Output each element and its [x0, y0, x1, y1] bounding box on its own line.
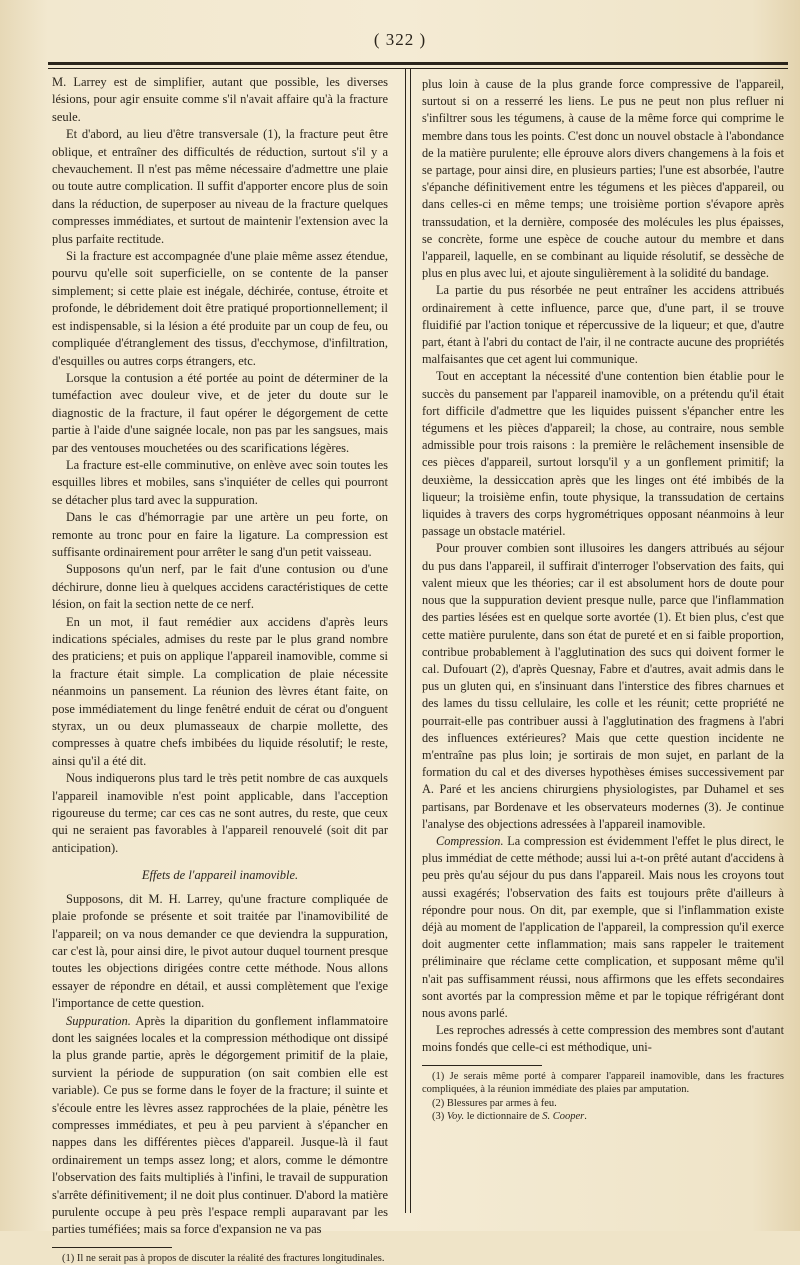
paragraph-body: Après la diparition du gonflement inflammatoire dont les saignées locales et la compression méthodique ont dissipé la plus grande partie, après le dégorgement primitif de la plaie, survient la période de suppuration (on sait combien elle est variable). Ce pus se forme dans le foyer de la fracture; il suinte et s'écoule entre les lèvres assez rapprochées de la plaie, pénètre les compresses immédiates, et peu à peu parvient à s'épancher en nappes dans les différentes pièces d'appareil. Jusque-là il faut ordinairement un temps assez long; et alors, comme le démontre l'observation des faits multipliés à l'infini, le travail de suppuration s'arrête définitivement; il ne doit plus continuer. D'abord la matière purulente occupe à peu près l'espace rempli auparavant par les parties tuméfiées; mais sa force d'expansion ne va pas: [52, 1013, 388, 1237]
column-divider: [405, 68, 411, 1213]
section-heading: Effets de l'appareil inamovible.: [141, 868, 299, 883]
paragraph: Si la fracture est accompagnée d'une plaie même assez étendue, pourvu qu'elle soit superficielle, on se contente de la panser simplement; si cette plaie est inégale, déchirée, contuse, étroite et profonde, le débridement doit être pratiqué proportionnellement; il est indispensable, si la lésion a été produite par un coup de feu, ou compliquée d'étranglement des tissus, d'ecchymose, d'infiltration, d'esquilles ou autres corps étrangers, etc.: [52, 249, 388, 368]
paragraph: Tout en acceptant la nécessité d'une contention bien établie pour le succès du pansement par l'appareil inamovible, on a prétendu qu'il était fort difficile d'admettre que les liquides puissent s'épancher entre les tégumens et les pièces d'appareil; la chose, au contraire, nous semble admissible pour trois raisons : la première le relâchement insensible de ces pièces d'appareil, surtout lorsqu'il y a un gonflement primitif; la deuxième, la dessiccation après que les linges ont été imbibés de la liqueur; la troisième enfin, toute physique, la transsudation de certains liquides à travers des corps hygrométriques opposant néanmoins à leur passage un obstacle matériel.: [422, 369, 784, 539]
footnote-end: .: [584, 1111, 587, 1123]
paragraph-lead: Compression.: [436, 833, 504, 848]
right-column: [422, 76, 784, 1124]
footnote: (1) Je serais même porté à comparer l'appareil inamovible, dans les fractures compliquées, à la réunion immédiate des plaies par amputation.: [422, 1070, 784, 1096]
footnote-text: le dictionnaire de: [464, 1111, 543, 1123]
paragraph: La partie du pus résorbée ne peut entraîner les accidens attribués ordinairement à cette influence, parce que, d'une part, il se trouve fluidifié par l'action tonique et répercussive de la liqueur; et que, d'autre part, étant à l'abri du contact de l'air, il ne contracte aucune des propriétés malfaisantes que cet agent lui communique.: [422, 283, 784, 367]
paragraph: Supposons qu'un nerf, par le fait d'une contusion ou d'une déchirure, donne lieu à quelques accidens caractéristiques de cette lésion, on fait la section nette de ce nerf.: [52, 562, 388, 612]
footnote: (2) Blessures par armes à feu.: [432, 1097, 557, 1109]
paragraph: Pour prouver combien sont illusoires les dangers attribués au séjour du pus dans l'appareil, il suffirait d'interroger l'observation des faits, qui valent mieux que les théories; car il est absolument hors de doute pour nous que la suppuration devient presque nulle, parce que l'inflammation des parties lésées est en quelque sorte avortée (1). Et bien plus, c'est que cette matière purulente, dans son état de pureté et en si faible proportion, contribue probablement à l'agglutination des sucs qui doivent former le cal. Dufouart (2), d'après Quesnay, Fabre et d'autres, avait admis dans le pus un gluten qui, en s'insinuant dans l'interstice des fibres charnues et des lames du tissu cellulaire, les colle et les réunit; cette propriété ne pourrait-elle pas contribuer aussi à l'agglutination des fragmens à l'abri des influences extérieures? Mais que cette question incidente ne m'entraîne pas plus loin; je sortirais de mon sujet, en parlant de la formation du cal et des diverses hypothèses émises successivement par A. Paré et les anciens chirurgiens physiologistes, par Duhamel et ses partisans, par Bordenave et les observateurs modernes (3). Je continue l'analyse des objections adressées à l'appareil inamovible.: [422, 541, 784, 831]
paragraph: [422, 833, 784, 1022]
paragraph: Nous indiquerons plus tard le très petit nombre de cas auxquels l'appareil inamovible n'est point applicable, dans l'acception rigoureuse du terme; car ces cas ne sont autres, du reste, que ceux qui ne seraient pas favorables à l'appareil renouvelé (soit dit par anticipation).: [52, 771, 388, 855]
paragraph: La fracture est-elle comminutive, on enlève avec soin toutes les esquilles libres et mobiles, sans s'inquiéter de celles qui pourront se détacher plus tard avec la suppuration.: [52, 457, 388, 507]
paragraph: Dans le cas d'hémorragie par une artère un peu forte, on remonte au tronc pour en faire la ligature. La compression est suffisante ordinairement pour arrêter le sang d'un petit vaisseau.: [52, 510, 388, 559]
footnote-rule: [52, 1247, 172, 1248]
paragraph: M. Larrey est de simplifier, autant que possible, les diverses lésions, pour agir ensuite comme s'il n'avait affaire qu'à la fracture seule.: [52, 75, 388, 124]
paragraph: Les reproches adressés à cette compression des membres sont d'autant moins fondés que celle-ci est méthodique, uni-: [422, 1023, 784, 1055]
paragraph: [52, 1013, 388, 1239]
footnote: [422, 1110, 784, 1124]
footnote-author: S. Cooper: [542, 1111, 585, 1123]
paragraph: En un mot, il faut remédier aux accidens d'après leurs indications spéciales, admises du reste par le plus grand nombre des praticiens; et puis on applique l'appareil inamovible, comme si la fracture était simple. La complication de plaie nécessite néanmoins un pansement. La réunion des lèvres étant faite, on pose immédiatement du linge fenêtré enduit de cérat ou d'onguent styrax, un ou deux plumasseaux de charpie mollette, des compresses à quatre chefs imbibées du liquide résolutif; le reste, ainsi qu'il a été dit.: [52, 614, 388, 768]
paragraph: plus loin à cause de la plus grande force compressive de l'appareil, surtout si on a resserré les liens. Le pus ne peut non plus refluer ni s'infiltrer sous les tégumens, à cause de la même force qui comprime le membre dans tous les points. C'est donc un nouvel obstacle à l'abondance de la matière purulente; elle éprouve alors divers changemens à la fois et se partage, pour ainsi dire, en plusieurs parties; l'une est absorbée, l'autre s'épanche définitivement entre les tégumens et les pièces d'appareil, ou dans celles-ci en même temps; une troisième portion s'évapore après transsudation, et la dernière, composée des molécules les plus épaisses, se concrète, forme une espèce de couche autour du membre et dans l'appareil, laquelle, en se combinant au liquide résolutif, se dessèche de plus en plus avec lui, et ajoute singulièrement à la solidité du bandage.: [422, 77, 784, 281]
page-number: ( 322 ): [373, 30, 427, 49]
paragraph: Supposons, dit M. H. Larrey, qu'une fracture compliquée de plaie profonde se présente et soit traitée par l'inamovibilité de l'appareil; on va nous demander ce que deviendra la suppuration, car c'est là, pour ainsi dire, le pivot autour duquel tournent presque toutes les objections dirigées contre cette méthode. Nous allons essayer de répondre en détail, et aussi complètement que l'exige l'importance de cette question.: [52, 891, 388, 1011]
paragraph: Lorsque la contusion a été portée au point de déterminer de la tuméfaction avec douleur vive, et de jeter du doute sur le diagnostic de la fracture, il faut opérer le dégorgement de cette partie à l'aide d'une saignée locale, non pas par les sangsues, mais par des ventouses mouchetées ou des scarifications légères.: [52, 370, 388, 455]
header-rule: [48, 62, 788, 69]
paragraph: Et d'abord, au lieu d'être transversale (1), la fracture peut être oblique, et entraîner des difficultés de réduction, surtout s'il y a chevauchement. Il n'est pas même nécessaire d'admettre une plaie ou toute autre complication. Il suffit d'apporter encore plus de soin dans la réduction, de superposer au niveau de la fracture quelques compresses immédiates, et surtout de maintenir l'extension avec la plus parfaite rectitude.: [52, 127, 388, 246]
footnote-rule: [422, 1065, 542, 1066]
footnote: (1) Il ne serait pas à propos de discuter la réalité des fractures longitudinales.: [62, 1252, 385, 1264]
footnote-marker: (3): [432, 1111, 447, 1123]
footnote-abbrev: Voy.: [446, 1111, 465, 1123]
paragraph-body: La compression est évidemment l'effet le plus direct, le plus immédiat de cette méthode; aussi lui a-t-on prêté autant d'accidens à peu près qu'au séjour du pus dans l'appareil. Mais nous les croyons tout aussi exagérés; l'observation des faits est toujours prête d'ailleurs à répondre pour nous. On dit, par exemple, que si l'inflammation existe déjà au moment de l'application de l'appareil, la compression qu'il exerce doit augmenter cette inflammation; mais sans rappeler le traitement préliminaire que réclame cette complication, et supposant même qu'il n'ait pas suffisamment réussi, nous affirmons que les effets secondaires sont avortés par la compression même et par le topique réfrigérant dont nous avons parlé.: [422, 833, 784, 1020]
paragraph-lead: Suppuration.: [66, 1013, 131, 1028]
left-column: [52, 74, 388, 1265]
